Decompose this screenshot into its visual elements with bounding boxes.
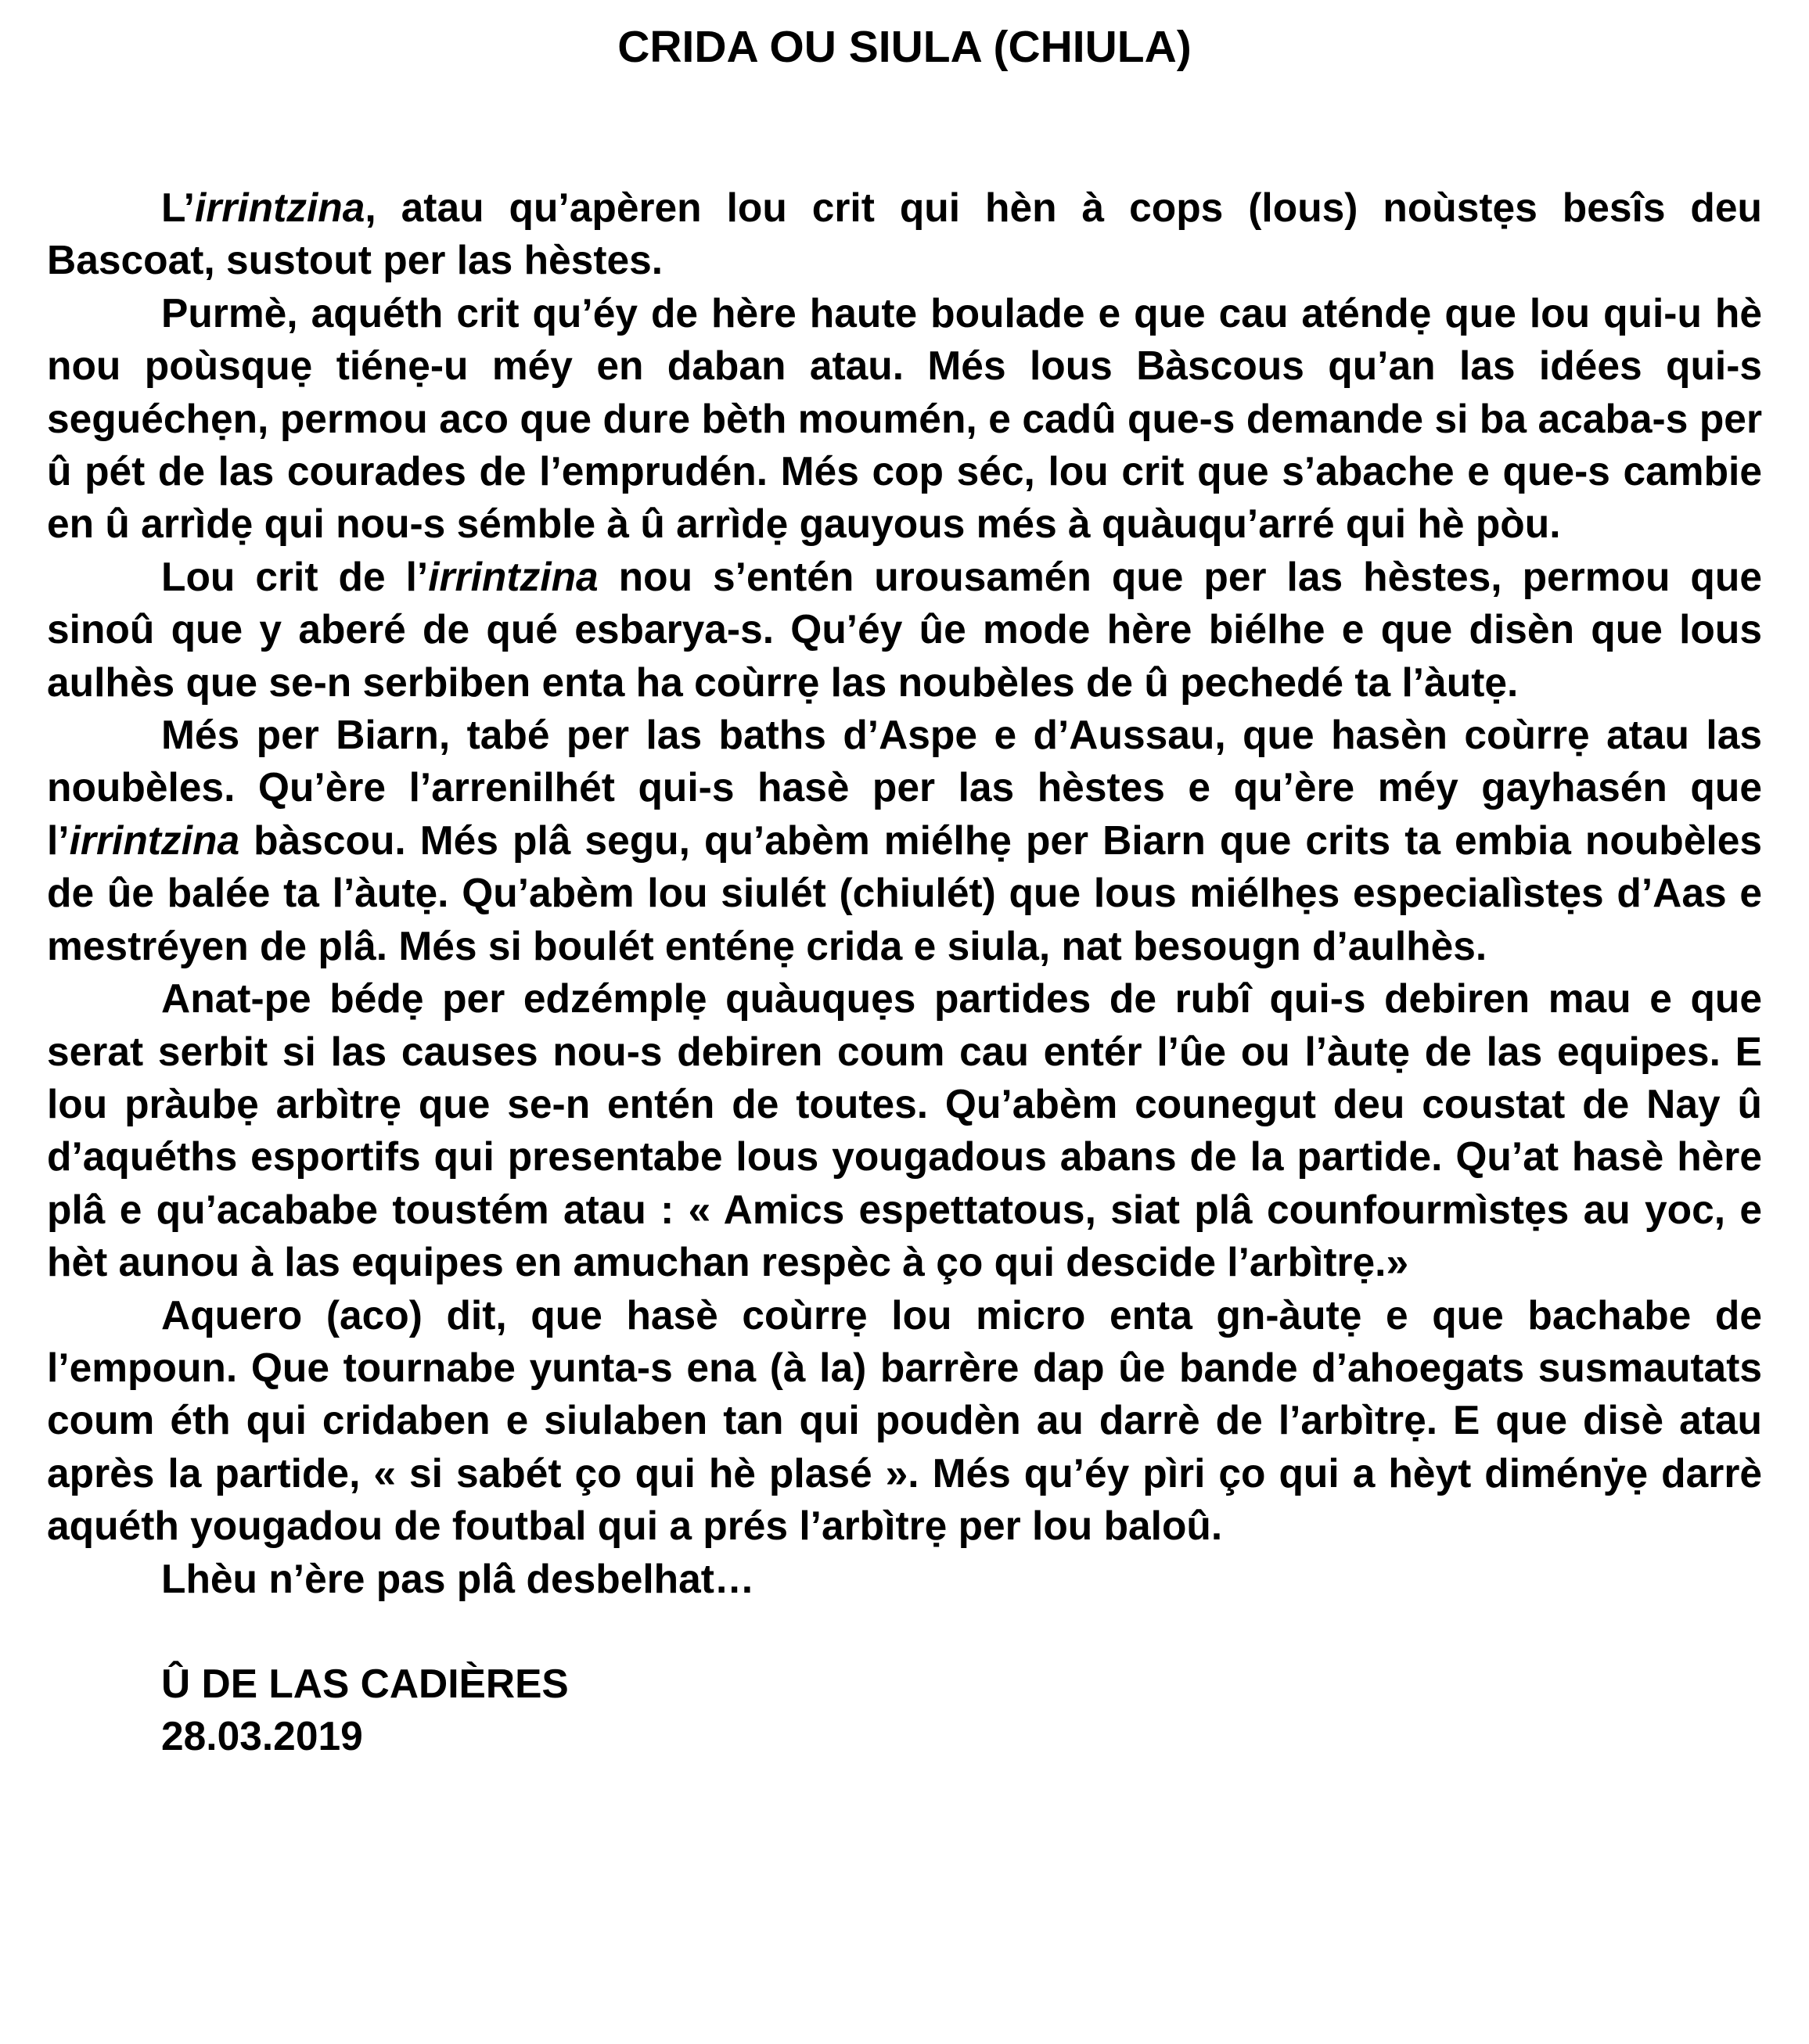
signature-date: 28.03.2019 [161, 1713, 363, 1759]
paragraph: Lou crit de l’irrintzina nou s’entén urousamén que per las hèstes, permou que sinoû que y aberé de qué esbarya-s. Qu’éy ûe mode hère biélhe e que disèn que lous aulhès que se-n serbiben enta ha coùrrẹ las noubèles de û pechedé ta l’àutẹ. [47, 553, 1762, 705]
document-page [47, 16, 1762, 1763]
signature-block [47, 1658, 1762, 1763]
signature-author: Û DE LAS CADIÈRES [161, 1660, 569, 1706]
italic-term: irrintzina [428, 553, 599, 599]
paragraph: Aquero (aco) dit, que hasè coùrrẹ lou micro enta gn-àutẹ e que bachabe de l’empoun. Que tournabe yunta-s ena (à la) barrère dap ûe bande d’ahoegats susmautats coum éth qui cridaben e siulaben tan qui poudèn au darrè de l’arbìtrẹ. E que disè atau après la partide, « si sabét ço qui hè plasé ». Més qu’éy pìri ço qui a hèyt diménẏẹ darrè aquéth yougadou de foutbal qui a prés l’arbìtrẹ per lou baloû. [47, 1291, 1762, 1549]
paragraph: Més per Biarn, tabé per las baths d’Aspe e d’Aussau, que hasèn coùrrẹ atau las noubèles. Qu’ère l’arrenilhét qui-s hasè per las hèstes e qu’ère méy gayhasén que l’irrintzina bàscou. Més plâ segu, qu’abèm miélhẹ per Biarn que crits ta embia noubèles de ûe balée ta l’àutẹ. Qu’abèm lou siulét (chiulét) que lous miélhẹs especialìstẹs d’Aas e mestréyen de plâ. Més si boulét enténẹ crida e siula, nat besougn d’aulhès. [47, 712, 1762, 968]
italic-term: irrintzina [69, 817, 240, 863]
paragraph: Purmè, aquéth crit qu’éy de hère haute boulade e que cau aténdẹ que lou qui-u hè nou poùsquẹ tiénẹ-u méy en daban atau. Més lous Bàscous qu’an las idées qui-s seguéchẹn, permou aco que dure bèth moumén, e cadû que-s demande si ba acaba-s per û pét de las courades de l’emprudén. Més cop séc, lou crit que s’abache e que-s cambie en û arrìdẹ qui nou-s sémble à û arrìdẹ gauyous més à quàuqu’arré qui hè pòu. [47, 289, 1762, 547]
paragraph: L’irrintzina, atau qu’apèren lou crit qui hèn à cops (lous) noùstẹs besîs deu Bascoat, sustout per las hèstes. [47, 185, 1762, 283]
document-body [47, 181, 1762, 1605]
italic-term: irrintzina [194, 185, 365, 230]
document-title: CRIDA OU SIULA (CHIULA) [617, 22, 1192, 72]
paragraph: Lhèu n’ère pas plâ desbelhat… [161, 1555, 755, 1601]
paragraph: Anat-pe bédẹ per edzémplẹ quàuquẹs partides de rubî qui-s debiren mau e que serat serbit si las causes nou-s debiren coum cau entér l’ûe ou l’àutẹ de las equipes. E lou pràubẹ arbìtrẹ que se-n entén de toutes. Qu’abèm counegut deu coustat de Nay û d’aquéths esportifs qui presentabe lous yougadous abans de la partide. Qu’at hasè hère plâ e qu’acababe toustém atau : « Amics espettatous, siat plâ counfourmìstẹs au yoc, e hèt aunou à las equipes en amuchan respèc à ço qui descide l’arbìtrẹ.» [47, 975, 1762, 1285]
